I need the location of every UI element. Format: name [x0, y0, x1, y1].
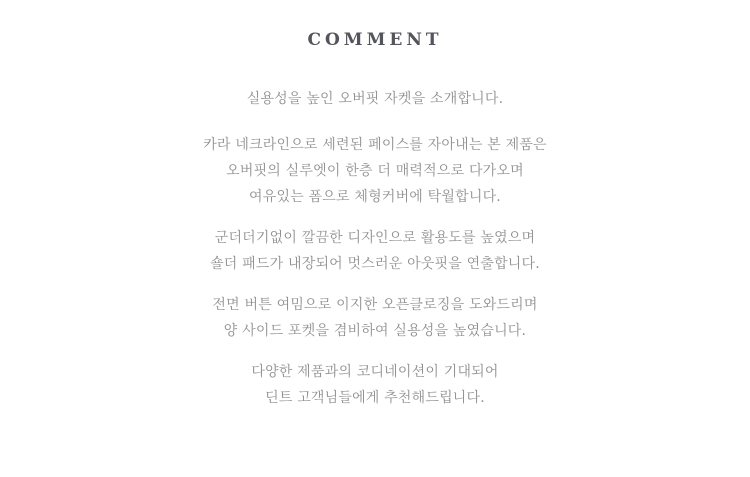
design-paragraph	[0, 132, 750, 210]
text-line: 카라 네크라인으로 세련된 페이스를 자아내는 본 제품은	[203, 137, 547, 153]
intro-paragraph	[0, 86, 750, 112]
section-title: COMMENT	[307, 30, 443, 50]
text-line: 오버핏의 실루엣이 한층 더 매력적으로 다가오며	[226, 163, 524, 179]
recommendation-paragraph	[0, 359, 750, 411]
text-line: 숄더 패드가 내장되어 멋스러운 아웃핏을 연출합니다.	[210, 256, 540, 272]
text-line: 딘트 고객님들에게 추천해드립니다.	[265, 390, 485, 406]
text-line: 실용성을 높인 오버핏 자켓을 소개합니다.	[246, 91, 504, 107]
feature-paragraph	[0, 292, 750, 344]
text-line: 양 사이드 포켓을 겸비하여 실용성을 높였습니다.	[223, 323, 527, 339]
text-line: 전면 버튼 여밈으로 이지한 오픈클로징을 도와드리며	[212, 297, 538, 313]
text-line: 다양한 제품과의 코디네이션이 기대되어	[251, 364, 499, 380]
text-line: 군더더기없이 깔끔한 디자인으로 활용도를 높였으며	[214, 230, 536, 246]
text-line: 여유있는 폼으로 체형커버에 탁월합니다.	[249, 189, 501, 205]
detail-paragraph	[0, 225, 750, 277]
